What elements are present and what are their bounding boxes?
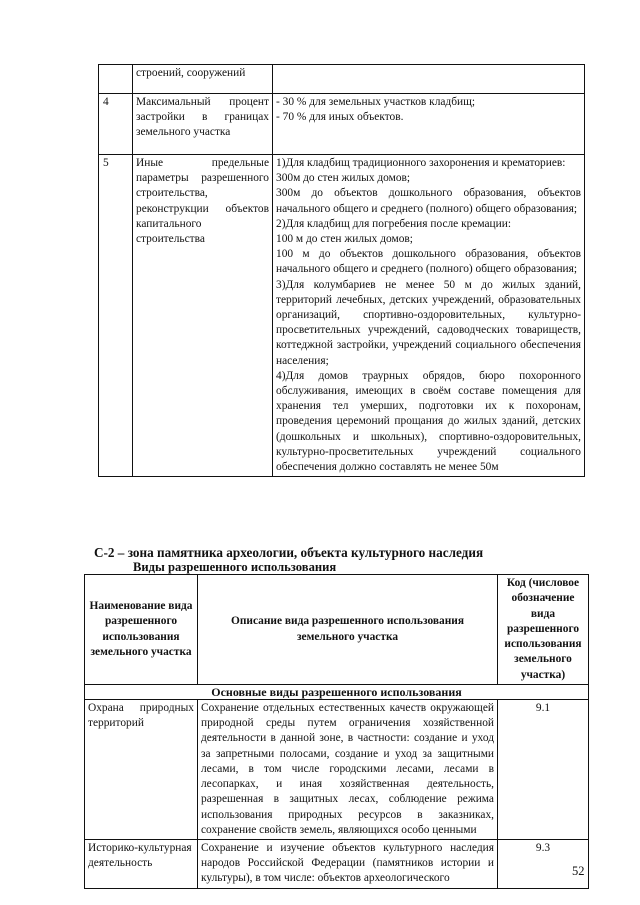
value-line: 3)Для колумбариев не менее 50 м до жилых зданий, территорий лечебных, детских учреждений, образовательных организаций, спортивно-оздоровительных, культурно-просветительных учреждений, садоводческих товариществ, коттеджной застройки, учреждений социального обеспечения населения; (276, 278, 581, 367)
page-number: 52 (572, 864, 585, 878)
parameter-value (273, 155, 585, 477)
section-subheading: Виды разрешенного использования (133, 560, 337, 574)
value-line: - 30 % для земельных участков кладбищ; (276, 96, 476, 108)
parameter-name: строений, сооружений (133, 65, 273, 94)
use-description: Сохранение и изучение объектов культурного наследия народов Российской Федерации (памятников истории и культуры), в том числе: объектов археологического (198, 839, 498, 888)
table-row (85, 700, 589, 840)
value-line: - 70 % для иных объектов. (276, 111, 404, 124)
table-row (99, 155, 585, 477)
parameter-name: Иные предельные параметры разрешенного строительства, реконструкции объектов капитального строительства (133, 155, 273, 477)
column-header-name: Наименование вида разрешенного использования земельного участка (85, 575, 198, 685)
use-name: Историко-культурная деятельность (85, 839, 198, 888)
row-number: 5 (99, 155, 133, 477)
table-header-row (85, 575, 589, 685)
value-line: 100 м до стен жилых домов; (276, 233, 413, 246)
parameters-table (98, 64, 585, 477)
parameter-value (273, 94, 585, 155)
use-code: 9.1 (498, 700, 589, 840)
column-header-description: Описание вида разрешенного использования земельного участка (198, 575, 498, 685)
section-heading: С-2 – зона памятника археологии, объекта культурного наследия (94, 545, 484, 560)
table-row (99, 94, 585, 155)
parameter-name: Максимальный процент застройки в границах земельного участка (133, 94, 273, 155)
parameter-value (273, 65, 585, 94)
row-number (99, 65, 133, 94)
value-line: 1)Для кладбищ традиционного захоронения и крематориев: (276, 157, 566, 169)
permitted-use-table (84, 574, 589, 889)
row-number: 4 (99, 94, 133, 155)
table-row (99, 65, 585, 94)
value-line: 2)Для кладбищ для погребения после кремации: (276, 217, 512, 230)
use-description: Сохранение отдельных естественных качеств окружающей природной среды путем ограничения хозяйственной деятельности в данной зоне, в частности: создание и уход за запретными полосами, создание и уход за защитными лесами, в том числе городскими лесами, лесами в лесопарках, и иная хозяйственная деятельность, разрешенная в защитных лесах, соблюдение режима использования природных ресурсов в заказниках, сохранение свойств земель, являющихся особо ценными (198, 700, 498, 840)
table-subheader: Основные виды разрешенного использования (85, 685, 589, 700)
table-row (85, 839, 589, 888)
value-line: 300м до объектов дошкольного образования, объектов начального общего и среднего (полного) общего образования; (276, 187, 581, 215)
table-subheader-row (85, 685, 589, 700)
value-line: 300м до стен жилых домов; (276, 172, 411, 185)
value-line: 100 м до объектов дошкольного образования, объектов начального общего и среднего (полного) общего образования; (276, 248, 581, 276)
use-name: Охрана природных территорий (85, 700, 198, 840)
use-code: 9.3 (498, 839, 589, 888)
value-line: 4)Для домов траурных обрядов, бюро похоронного обслуживания, имеющих в своём составе помещения для хранения тел умерших, подготовки их к похоронам, проведения церемоний прощания до жилых зданий, детских (дошкольных и школьных), спортивно-оздоровительных, культурно-просветительных учреждений социального обеспечения должно составлять не менее 50м (276, 369, 581, 474)
column-header-code: Код (числовое обозначение вида разрешенного использования земельного участка) (498, 575, 589, 685)
